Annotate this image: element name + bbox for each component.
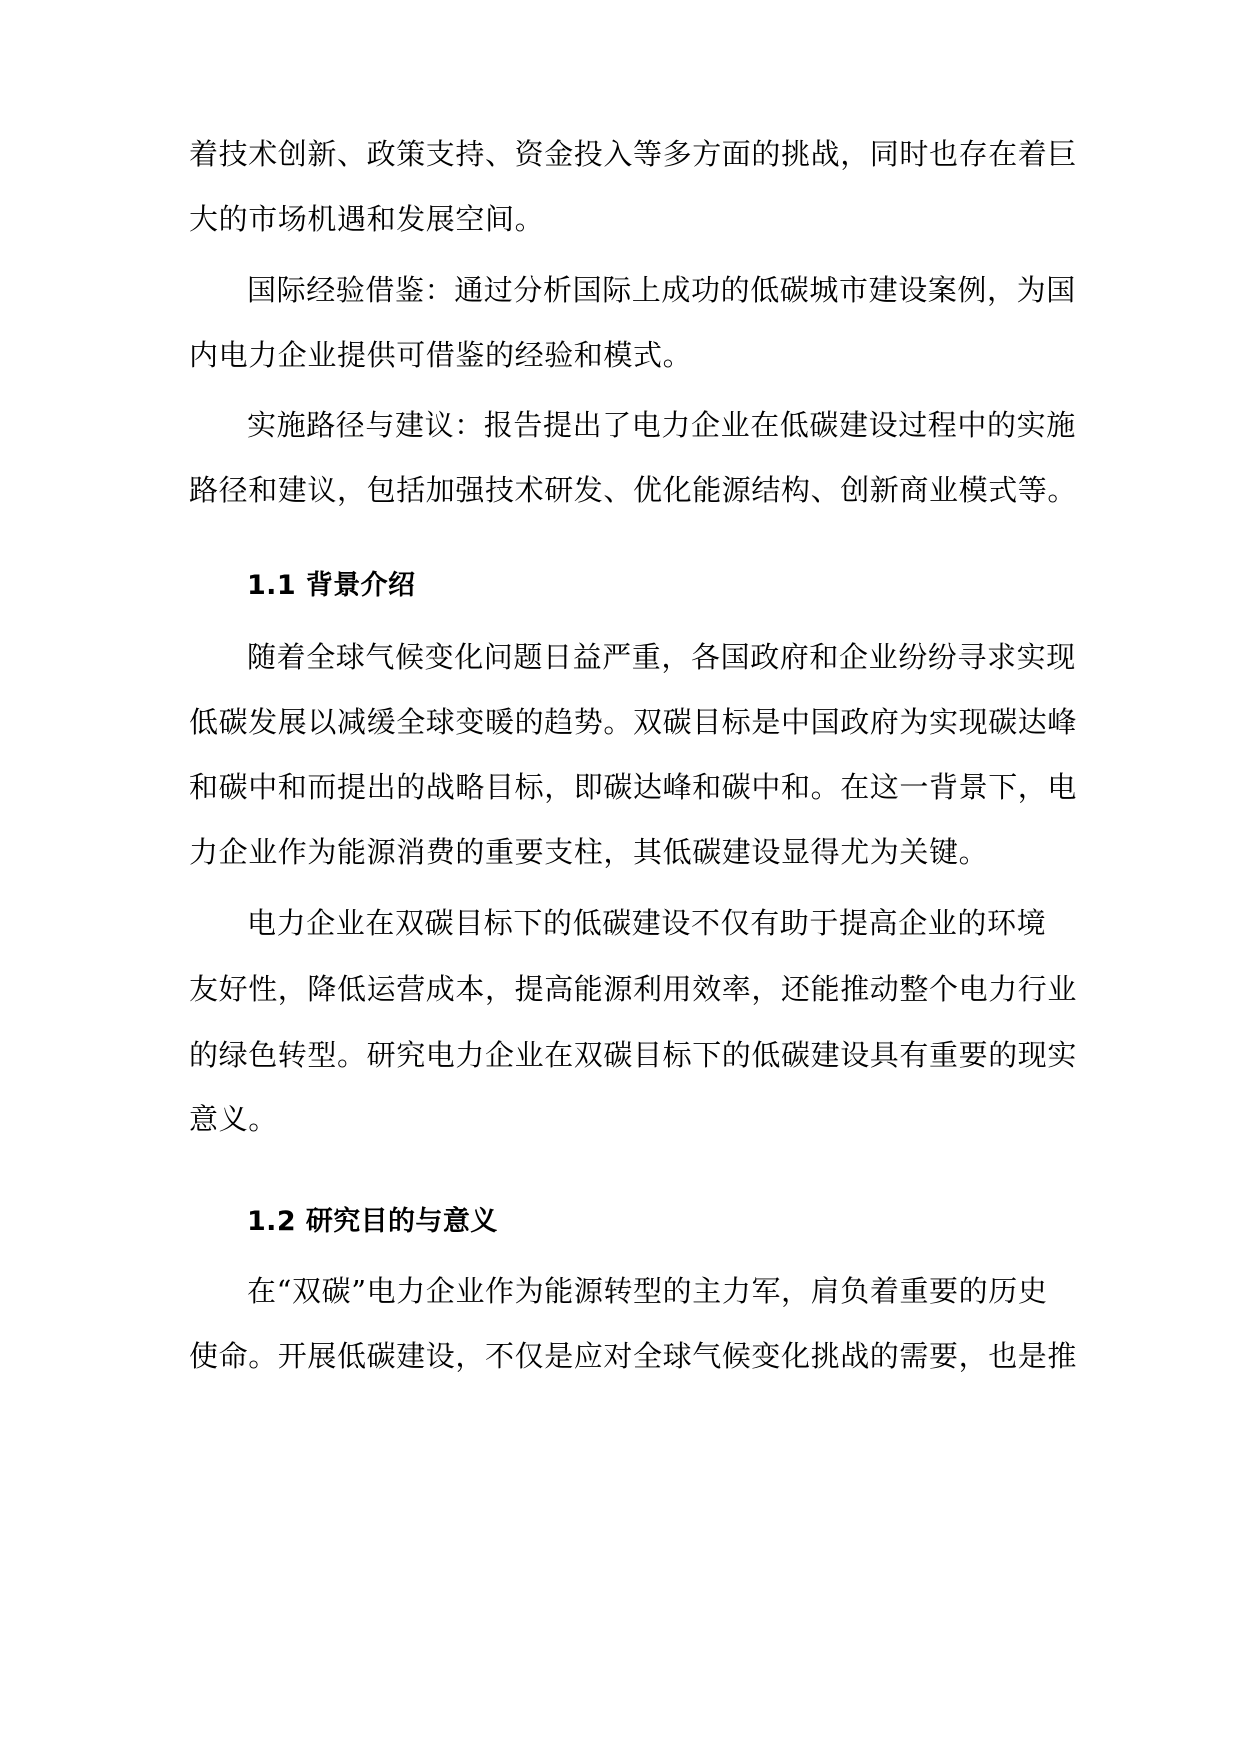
paragraph-line: 和碳中和而提出的战略目标，即碳达峰和碳中和。在这一背景下，电 [189, 770, 1078, 804]
paragraph-line: 在“双碳”电力企业作为能源转型的主力军，肩负着重要的历史 [247, 1274, 1048, 1308]
paragraph-line: 内电力企业提供可借鉴的经验和模式。 [189, 338, 693, 372]
section-heading-1-2: 1.2 研究目的与意义 [247, 1206, 498, 1237]
paragraph-line: 着技术创新、政策支持、资金投入等多方面的挑战，同时也存在着巨 [189, 137, 1078, 171]
paragraph-line: 力企业作为能源消费的重要支柱，其低碳建设显得尤为关键。 [189, 835, 989, 869]
paragraph-line: 低碳发展以减缓全球变暖的趋势。双碳目标是中国政府为实现碳达峰 [189, 705, 1078, 739]
paragraph-line: 国际经验借鉴：通过分析国际上成功的低碳城市建设案例，为国 [247, 273, 1076, 307]
section-heading-1-1: 1.1 背景介绍 [247, 570, 416, 601]
paragraph-line: 意义。 [189, 1102, 278, 1136]
paragraph-line: 实施路径与建议：报告提出了电力企业在低碳建设过程中的实施 [247, 408, 1076, 442]
paragraph-line: 路径和建议，包括加强技术研发、优化能源结构、创新商业模式等。 [189, 473, 1078, 507]
paragraph-line: 的绿色转型。研究电力企业在双碳目标下的低碳建设具有重要的现实 [189, 1038, 1078, 1072]
paragraph-line: 大的市场机遇和发展空间。 [189, 202, 545, 236]
paragraph-line: 使命。开展低碳建设，不仅是应对全球气候变化挑战的需要，也是推 [189, 1339, 1078, 1373]
paragraph-line: 随着全球气候变化问题日益严重，各国政府和企业纷纷寻求实现 [247, 640, 1076, 674]
paragraph-line: 友好性，降低运营成本，提高能源利用效率，还能推动整个电力行业 [189, 972, 1078, 1006]
document-page [189, 0, 1078, 1754]
paragraph-line: 电力企业在双碳目标下的低碳建设不仅有助于提高企业的环境 [247, 906, 1047, 940]
